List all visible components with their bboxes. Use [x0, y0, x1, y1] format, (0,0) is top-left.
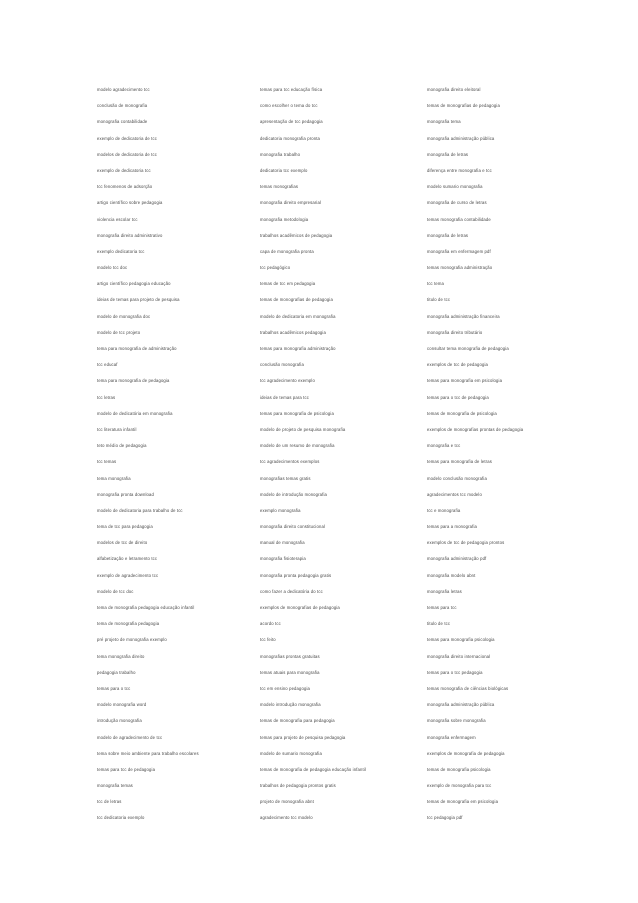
- keyword-link[interactable]: modelo de tcc projeto: [97, 329, 141, 335]
- keyword-link[interactable]: apresentação de tcc pedagogia: [260, 119, 323, 125]
- keyword-link[interactable]: conclusão de monografia: [97, 103, 148, 109]
- keyword-link[interactable]: modelos de tcc de direito: [97, 540, 148, 546]
- keyword-link[interactable]: tema de monografia pedagogia educação infantil: [97, 605, 195, 610]
- keyword-link[interactable]: manual de monografia: [260, 540, 305, 546]
- keyword-link[interactable]: monografia trabalho: [260, 151, 301, 157]
- keyword-link[interactable]: trabalhos acadêmicos pedagogia: [260, 329, 326, 335]
- keyword-link[interactable]: artigo científico sobre pedagogia: [97, 200, 163, 206]
- keyword-link[interactable]: exemplo de monografia para tcc: [427, 783, 492, 789]
- keyword-link[interactable]: monografia fisioterapia: [260, 556, 306, 562]
- keyword-link[interactable]: tcc literatura infantil: [97, 426, 137, 432]
- keyword-link[interactable]: acordo tcc: [260, 621, 281, 627]
- keyword-link[interactable]: como escolher o tema do tcc: [260, 103, 318, 109]
- keyword-link[interactable]: agradecimentos tcc modelo: [427, 491, 482, 497]
- link-column-2: [260, 85, 440, 830]
- keyword-link[interactable]: tema sobre meio ambiente para trabalho escolares: [97, 750, 199, 756]
- keyword-link[interactable]: temas monografias: [260, 184, 299, 190]
- keyword-link[interactable]: tcc pedagógico: [260, 265, 291, 271]
- keyword-link[interactable]: exemplo monografia: [260, 507, 301, 513]
- keyword-link[interactable]: temas monografia contabilidade: [427, 216, 491, 222]
- keyword-link[interactable]: monografia direito empresarial: [260, 200, 322, 206]
- keyword-link[interactable]: exemplos de monografias de pedagogia: [260, 605, 340, 610]
- keyword-link[interactable]: tcc agradecimento exemplo: [260, 378, 315, 384]
- keyword-link[interactable]: exemplos de tcc de pedagogia prontos: [427, 540, 505, 546]
- keyword-link[interactable]: modelo de monografia doc: [97, 313, 151, 319]
- keyword-link[interactable]: conclusão monografia: [260, 362, 304, 368]
- keyword-link[interactable]: tcc fenomenos de adsorção: [97, 184, 153, 190]
- keyword-link[interactable]: monografia e tcc: [427, 443, 461, 449]
- keyword-link[interactable]: modelo introdução monografia: [260, 702, 321, 708]
- keyword-link[interactable]: teto médio de pedagogia: [97, 443, 147, 449]
- keyword-link[interactable]: tcc pedagogia pdf: [427, 815, 463, 821]
- keyword-link[interactable]: temas para monografia de letras: [427, 459, 492, 465]
- keyword-link[interactable]: monografia modelo abnt: [427, 572, 476, 578]
- keyword-link[interactable]: temas para monografia em psicologia: [427, 378, 503, 384]
- keyword-link[interactable]: modelo monografia word: [97, 702, 147, 708]
- keyword-link[interactable]: modelo de dedicatória em monografia: [97, 410, 173, 416]
- keyword-link[interactable]: modelo tcc doc: [97, 265, 128, 271]
- keyword-link[interactable]: temas para tcc educação física: [260, 87, 323, 92]
- keyword-link[interactable]: monografia administração pública: [427, 702, 495, 708]
- keyword-link[interactable]: temas de monografias de pedagogia: [260, 297, 333, 303]
- keyword-link[interactable]: tema para monografia de administração: [97, 346, 177, 351]
- keyword-link[interactable]: temas monografia de ciências biológicas: [427, 685, 509, 691]
- keyword-link[interactable]: temas de monografia em psicologia: [427, 799, 499, 805]
- keyword-link[interactable]: temas para projeto de pesquisa pedagogia: [260, 734, 346, 740]
- keyword-link[interactable]: modelo agradecimento tcc: [97, 87, 150, 92]
- keyword-link[interactable]: temas de monografia de pedagogia educação infantil: [260, 766, 366, 772]
- link-column-3: [427, 85, 607, 830]
- keyword-link[interactable]: exemplos de tcc de pedagogia: [427, 362, 489, 368]
- keyword-link[interactable]: trabalhos de pedagogia prontos gratis: [260, 783, 336, 789]
- keyword-link[interactable]: tcc em ensino pedagogia: [260, 685, 311, 691]
- keyword-link[interactable]: diferença entre monografia e tcc: [427, 167, 492, 173]
- keyword-link[interactable]: monografia administração pdf: [427, 556, 487, 562]
- keyword-link[interactable]: exemplos de monografia de pedagogia: [427, 750, 505, 756]
- keyword-link[interactable]: como fazer a dedicatória do tcc: [260, 588, 323, 594]
- keyword-link[interactable]: modelo de dedicatoria em monografia: [260, 313, 336, 319]
- keyword-link[interactable]: tcc agradecimentos exemplos: [260, 459, 320, 465]
- keyword-link[interactable]: modelo de dedicatoria para trabalho de tcc: [97, 507, 183, 513]
- keyword-link[interactable]: temas para monografia psicologia: [427, 637, 495, 643]
- keyword-link[interactable]: temas para o tcc pedagogia: [427, 669, 483, 675]
- keyword-link[interactable]: tcc feito: [260, 637, 276, 643]
- keyword-link[interactable]: consultar tema monografia de pedagogia: [427, 346, 509, 351]
- keyword-link[interactable]: temas de monografias de pedagogia: [427, 103, 500, 109]
- keyword-link[interactable]: temas de monografia psicologia: [427, 766, 491, 772]
- keyword-link[interactable]: monografia direito eleitoral: [427, 87, 481, 92]
- keyword-link[interactable]: monografia administração financeira: [427, 313, 500, 319]
- keyword-link[interactable]: titulo de tcc: [427, 297, 451, 303]
- keyword-link[interactable]: monografia de curso de letras: [427, 200, 487, 206]
- keyword-link[interactable]: tema monografia direito: [97, 653, 145, 659]
- keyword-link[interactable]: monografia letras: [427, 588, 462, 594]
- keyword-link[interactable]: modelo de sumario monografia: [260, 750, 322, 756]
- keyword-link[interactable]: monografia direito internacional: [427, 653, 491, 659]
- keyword-link[interactable]: exemplos de monografias prontas de pedagogia: [427, 426, 524, 432]
- keyword-link[interactable]: modelo sumario monografia: [427, 184, 483, 190]
- keyword-link[interactable]: artigo científico pedagogia educação: [97, 281, 171, 287]
- keyword-link[interactable]: tema de tcc para pedagogia: [97, 524, 153, 530]
- keyword-link[interactable]: dedicatoria monografia pronta: [260, 135, 320, 141]
- keyword-link[interactable]: monografia direito administrativo: [97, 232, 163, 238]
- keyword-link[interactable]: temas para o tcc de pedagogia: [427, 394, 489, 400]
- keyword-link[interactable]: temas monografia administração: [427, 265, 493, 271]
- keyword-link[interactable]: exemplo de dedicatoria de tcc: [97, 135, 157, 141]
- keyword-link[interactable]: temas para tcc de pedagogia: [97, 766, 156, 772]
- keyword-link[interactable]: introdução monografia: [97, 718, 142, 724]
- keyword-link[interactable]: temas atuais para monografia: [260, 669, 320, 675]
- keyword-link[interactable]: exemplo de agradecimento tcc: [97, 572, 159, 578]
- keyword-link[interactable]: monografia de letras: [427, 232, 469, 238]
- keyword-link[interactable]: tema de monografia pedagogia: [97, 621, 160, 627]
- link-column-1: [97, 85, 277, 830]
- keyword-link[interactable]: monografia de letras: [427, 151, 469, 157]
- keyword-link[interactable]: temas de monografia para pedagogia: [260, 718, 335, 724]
- keyword-link[interactable]: monografia direito constitucional: [260, 524, 326, 530]
- keyword-link[interactable]: tcc dedicatoria exemplo: [97, 815, 145, 821]
- keyword-link[interactable]: monografias temas gratis: [260, 475, 311, 481]
- keyword-link[interactable]: monografia enfermagem: [427, 734, 476, 740]
- keyword-link[interactable]: tcc de letras: [97, 799, 122, 805]
- keyword-link[interactable]: pedagogia trabalho: [97, 669, 136, 675]
- keyword-link[interactable]: modelos de dedicatoria de tcc: [97, 151, 157, 157]
- keyword-link[interactable]: tcc temas: [97, 459, 117, 465]
- keyword-link[interactable]: temas para o tcc: [97, 685, 131, 691]
- keyword-link[interactable]: monografia pronta pedagogia gratis: [260, 572, 332, 578]
- keyword-link[interactable]: ideias de temas para projeto de pesquisa: [97, 297, 180, 303]
- keyword-link[interactable]: monografia em enfermagem pdf: [427, 248, 491, 254]
- keyword-link[interactable]: monografia tema: [427, 119, 461, 125]
- keyword-link[interactable]: temas para a monografia: [427, 524, 478, 530]
- keyword-link[interactable]: trabalhos acadêmicos de pedagogia: [260, 232, 333, 238]
- keyword-link[interactable]: monografia metodologia: [260, 216, 309, 222]
- keyword-link[interactable]: temas para monografia de psicologia: [260, 410, 334, 416]
- keyword-link[interactable]: modelo de projeto de pesquisa monografia: [260, 426, 346, 432]
- keyword-link[interactable]: monografia direito tributário: [427, 329, 483, 335]
- keyword-link[interactable]: modelo de agradecimento de tcc: [97, 734, 163, 740]
- keyword-link[interactable]: modelo de um resumo de monografia: [260, 443, 335, 449]
- keyword-link[interactable]: alfabetização e letramento tcc: [97, 556, 158, 562]
- keyword-link[interactable]: pré projeto de monografia exemplo: [97, 637, 167, 643]
- keyword-link[interactable]: dedicatoria tcc exemplo: [260, 167, 308, 173]
- keyword-link[interactable]: monografia contabilidade: [97, 119, 148, 125]
- keyword-link[interactable]: modelo de introdução monografia: [260, 491, 328, 497]
- keyword-link[interactable]: monografia administração pública: [427, 135, 495, 141]
- keyword-link[interactable]: monografia sobre monografia: [427, 718, 486, 724]
- keyword-link[interactable]: monografia pronta download: [97, 491, 154, 497]
- keyword-link[interactable]: capa de monografia pronta: [260, 248, 314, 254]
- keyword-link[interactable]: titulo de tcc: [427, 621, 451, 627]
- keyword-link[interactable]: tcc tema: [427, 281, 445, 287]
- keyword-link[interactable]: tema para monografia de pedagogia: [97, 378, 170, 384]
- keyword-link[interactable]: temas de tcc em pedagogia: [260, 281, 316, 287]
- keyword-link[interactable]: monografias prontas gratuitas: [260, 653, 320, 659]
- keyword-link[interactable]: exemplo dedicatoria tcc: [97, 248, 145, 254]
- keyword-link[interactable]: temas para tcc: [427, 605, 457, 610]
- keyword-link[interactable]: exemplo de dedicatoria tcc: [97, 167, 151, 173]
- keyword-link[interactable]: modelo conclusão monografia: [427, 475, 487, 481]
- keyword-link[interactable]: tcc e monografia: [427, 507, 461, 513]
- keyword-link[interactable]: tcc letras: [97, 394, 116, 400]
- keyword-link[interactable]: violencia escolar tcc: [97, 216, 138, 222]
- keyword-link[interactable]: temas para monografia administração: [260, 346, 336, 351]
- keyword-link[interactable]: temas de monografia de psicologia: [427, 410, 497, 416]
- keyword-link[interactable]: monografia temas: [97, 783, 133, 789]
- keyword-link[interactable]: modelo de tcc doc: [97, 588, 134, 594]
- keyword-link[interactable]: tcc educaf: [97, 362, 118, 368]
- keyword-link[interactable]: agradecimento tcc modelo: [260, 815, 313, 821]
- keyword-link[interactable]: tema monografia: [97, 475, 131, 481]
- keyword-link[interactable]: projeto de monografia abnt: [260, 799, 314, 805]
- keyword-link[interactable]: ideias de temas para tcc: [260, 394, 309, 400]
